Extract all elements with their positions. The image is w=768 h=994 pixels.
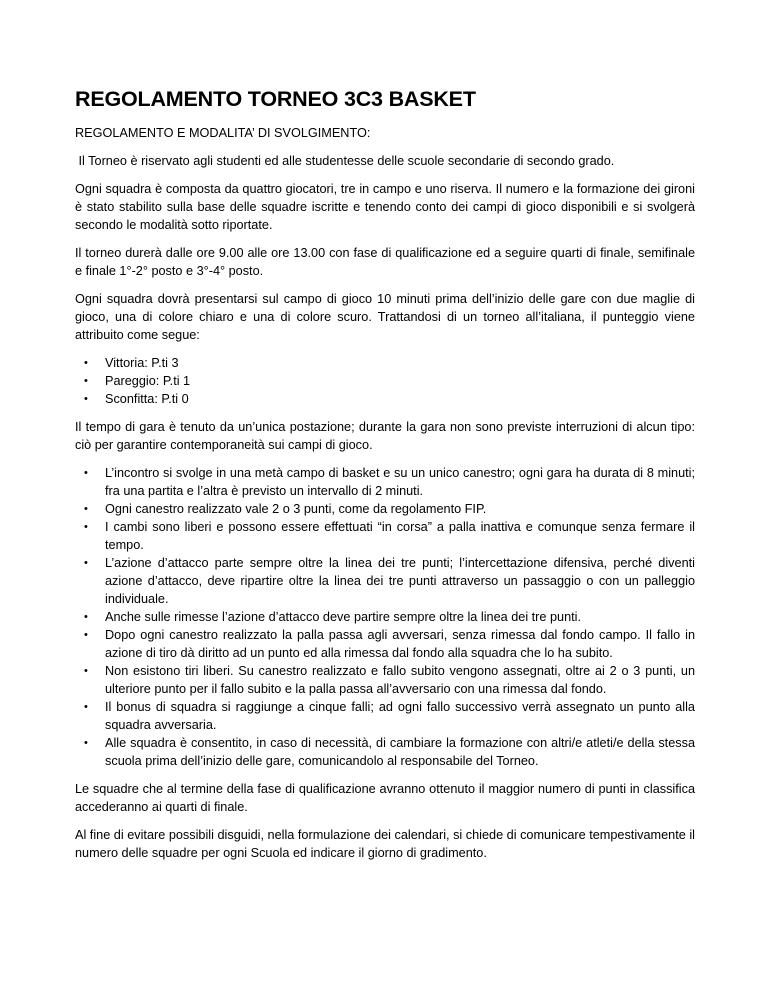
bullet-icon: • — [84, 611, 88, 623]
section-subtitle: REGOLAMENTO E MODALITA’ DI SVOLGIMENTO: — [75, 126, 371, 140]
bullet-icon: • — [84, 357, 88, 369]
list-item — [75, 734, 695, 770]
paragraph-scoring: Ogni squadra dovrà presentarsi sul campo di gioco 10 minuti prima dell’inizio delle gare con due maglie di gioco, una di colore chiaro e una di colore scuro. Trattandosi di un torneo all’italiana, il punteggio viene attribuito come segue: — [75, 292, 695, 342]
paragraph-schedule: Il torneo durerà dalle ore 9.00 alle ore 13.00 con fase di qualificazione ed a seguire quarti di finale, semifinale e finale 1°-2° posto e 3°-4° posto. — [75, 246, 695, 278]
paragraph-qualification: Le squadre che al termine della fase di qualificazione avranno ottenuto il maggior numero di punti in classifica accederanno ai quarti di finale. — [75, 782, 695, 814]
list-item-text: Non esistono tiri liberi. Su canestro realizzato e fallo subito vengono assegnati, oltre ai 2 o 3 punti, un ulteriore punto per il fallo subito e la palla passa all’avversario con una rimessa dal fondo. — [105, 664, 695, 696]
list-item-text: Sconfitta: P.ti 0 — [105, 392, 189, 406]
list-item — [75, 390, 695, 408]
list-item — [75, 518, 695, 554]
bullet-icon: • — [84, 503, 88, 515]
list-item — [75, 500, 695, 518]
list-item-text: L’incontro si svolge in una metà campo di basket e su un unico canestro; ogni gara ha durata di 8 minuti; fra una partita e l’altra è previsto un intervallo di 2 minuti. — [105, 466, 695, 498]
points-list — [75, 354, 695, 408]
bullet-icon: • — [84, 467, 88, 479]
list-item — [75, 554, 695, 608]
list-item-text: Dopo ogni canestro realizzato la palla passa agli avversari, senza rimessa dal fondo campo. Il fallo in azione di tiro dà diritto ad un punto ed alla rimessa dal fondo alla squadra che lo ha subito. — [105, 628, 695, 660]
bullet-icon: • — [84, 393, 88, 405]
paragraph-game-time: Il tempo di gara è tenuto da un’unica postazione; durante la gara non sono previste interruzioni di alcun tipo: ciò per garantire contemporaneità sui campi di gioco. — [75, 420, 695, 452]
list-item — [75, 608, 695, 626]
list-item-text: Vittoria: P.ti 3 — [105, 356, 179, 370]
rules-list — [75, 464, 695, 770]
document-page — [75, 85, 695, 872]
bullet-icon: • — [84, 701, 88, 713]
paragraph-eligibility: Il Torneo è riservato agli studenti ed alle studentesse delle scuole secondarie di secondo grado. — [75, 154, 615, 168]
list-item-text: Alle squadra è consentito, in caso di necessità, di cambiare la formazione con altri/e atleti/e della stessa scuola prima dell’inizio delle gare, comunicandolo al responsabile del Torneo. — [105, 736, 695, 768]
bullet-icon: • — [84, 521, 88, 533]
list-item — [75, 354, 695, 372]
bullet-icon: • — [84, 557, 88, 569]
list-item — [75, 698, 695, 734]
list-item-text: Pareggio: P.ti 1 — [105, 374, 191, 388]
bullet-icon: • — [84, 665, 88, 677]
document-title: REGOLAMENTO TORNEO 3C3 BASKET — [75, 87, 476, 111]
list-item-text: Anche sulle rimesse l’azione d’attacco deve partire sempre oltre la linea dei tre punti. — [105, 610, 582, 624]
list-item-text: Il bonus di squadra si raggiunge a cinque falli; ad ogni fallo successivo verrà assegnato un punto alla squadra avversaria. — [105, 700, 695, 732]
bullet-icon: • — [84, 629, 88, 641]
paragraph-communication: Al fine di evitare possibili disguidi, nella formulazione dei calendari, si chiede di comunicare tempestivamente il numero delle squadre per ogni Scuola ed indicare il giorno di gradimento. — [75, 828, 695, 860]
paragraph-team-composition: Ogni squadra è composta da quattro giocatori, tre in campo e uno riserva. Il numero e la formazione dei gironi è stato stabilito sulla base delle squadre iscritte e tenendo conto dei campi di gioco disponibili e si svolgerà secondo le modalità sotto riportate. — [75, 182, 695, 232]
list-item-text: I cambi sono liberi e possono essere effettuati “in corsa” a palla inattiva e comunque senza fermare il tempo. — [105, 520, 695, 552]
bullet-icon: • — [84, 375, 88, 387]
list-item-text: L’azione d’attacco parte sempre oltre la linea dei tre punti; l’intercettazione difensiva, perché diventi azione d’attacco, deve ripartire oltre la linea dei tre punti attraverso un passaggio o con un palleggio individuale. — [105, 556, 695, 606]
list-item — [75, 626, 695, 662]
list-item — [75, 464, 695, 500]
list-item — [75, 372, 695, 390]
bullet-icon: • — [84, 737, 88, 749]
list-item-text: Ogni canestro realizzato vale 2 o 3 punti, come da regolamento FIP. — [105, 502, 487, 516]
list-item — [75, 662, 695, 698]
